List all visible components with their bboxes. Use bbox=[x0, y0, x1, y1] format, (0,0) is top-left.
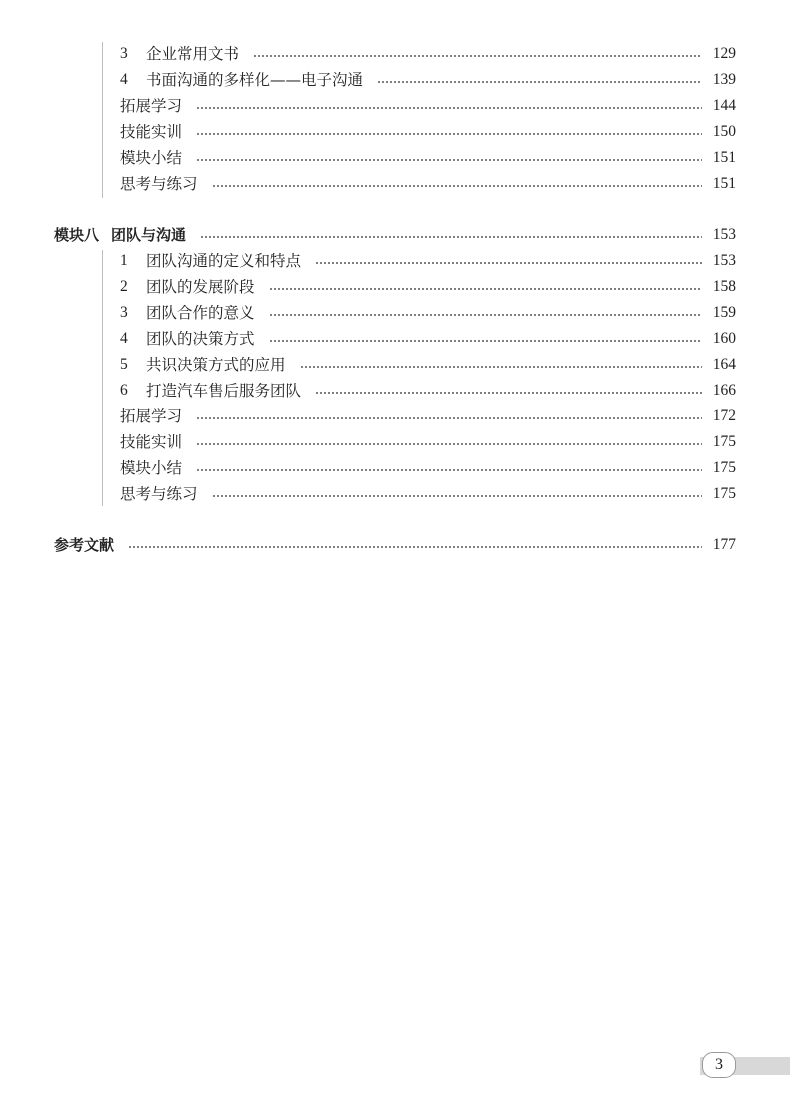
entry-number: 3 bbox=[120, 45, 128, 62]
toc-entry[interactable] bbox=[120, 455, 736, 481]
entry-page: 160 bbox=[712, 330, 736, 347]
entry-title: 企业常用文书 bbox=[146, 45, 240, 63]
toc-entry[interactable] bbox=[120, 171, 736, 197]
dot-leader bbox=[212, 495, 702, 497]
toc-entry[interactable] bbox=[120, 41, 736, 67]
entry-page: 175 bbox=[712, 433, 736, 450]
toc-entry[interactable] bbox=[120, 119, 736, 145]
dot-leader bbox=[196, 159, 702, 161]
entry-page: 172 bbox=[712, 407, 736, 424]
section-rule bbox=[102, 250, 103, 506]
dot-leader bbox=[196, 469, 702, 471]
dot-leader bbox=[269, 288, 702, 290]
entry-page: 153 bbox=[712, 252, 736, 269]
entry-page: 164 bbox=[712, 356, 736, 373]
entry-number: 5 bbox=[120, 356, 128, 373]
entry-page: 144 bbox=[712, 97, 736, 114]
toc-entry[interactable] bbox=[120, 93, 736, 119]
toc-entry[interactable] bbox=[120, 429, 736, 455]
entry-title: 团队的决策方式 bbox=[146, 330, 255, 348]
entry-title: 模块小结 bbox=[120, 459, 183, 477]
entry-title: 拓展学习 bbox=[120, 407, 183, 425]
entry-number: 4 bbox=[120, 330, 128, 347]
dot-leader bbox=[196, 133, 702, 135]
section-rule bbox=[102, 42, 103, 198]
references-title: 参考文献 bbox=[54, 536, 115, 554]
dot-leader bbox=[315, 262, 702, 264]
toc-entry[interactable] bbox=[120, 67, 736, 93]
page-number-badge: 3 bbox=[702, 1052, 736, 1078]
entry-title: 打造汽车售后服务团队 bbox=[146, 382, 302, 400]
dot-leader bbox=[315, 392, 702, 394]
entry-number: 1 bbox=[120, 252, 128, 269]
entry-title: 团队合作的意义 bbox=[146, 304, 255, 322]
entry-page: 151 bbox=[712, 149, 736, 166]
entry-page: 158 bbox=[712, 278, 736, 295]
dot-leader bbox=[300, 366, 702, 368]
entry-page: 177 bbox=[712, 536, 736, 553]
dot-leader bbox=[196, 107, 702, 109]
toc-module-heading[interactable] bbox=[54, 222, 736, 248]
dot-leader bbox=[269, 340, 702, 342]
entry-page: 153 bbox=[712, 226, 736, 243]
entry-number: 2 bbox=[120, 278, 128, 295]
toc-entry[interactable] bbox=[120, 352, 736, 378]
toc-entry[interactable] bbox=[120, 300, 736, 326]
entry-page: 166 bbox=[712, 382, 736, 399]
entry-title: 技能实训 bbox=[120, 433, 183, 451]
entry-page: 159 bbox=[712, 304, 736, 321]
module-name: 团队与沟通 bbox=[111, 226, 187, 244]
toc-references[interactable] bbox=[54, 532, 736, 558]
entry-page: 175 bbox=[712, 485, 736, 502]
toc-entry[interactable] bbox=[120, 274, 736, 300]
toc-entry[interactable] bbox=[120, 403, 736, 429]
toc-entry[interactable] bbox=[120, 248, 736, 274]
entry-page: 175 bbox=[712, 459, 736, 476]
toc-entry[interactable] bbox=[120, 326, 736, 352]
entry-page: 139 bbox=[712, 71, 736, 88]
entry-page: 129 bbox=[712, 45, 736, 62]
dot-leader bbox=[128, 546, 702, 548]
entry-title: 思考与练习 bbox=[120, 485, 198, 503]
dot-leader bbox=[269, 314, 702, 316]
entry-number: 3 bbox=[120, 304, 128, 321]
dot-leader bbox=[200, 236, 702, 238]
module-title bbox=[54, 222, 194, 248]
entry-page: 151 bbox=[712, 175, 736, 192]
entry-title: 共识决策方式的应用 bbox=[146, 356, 286, 374]
entry-title: 技能实训 bbox=[120, 123, 183, 141]
module-label: 模块八 bbox=[54, 226, 100, 244]
entry-title: 团队的发展阶段 bbox=[146, 278, 255, 296]
toc-entry[interactable] bbox=[120, 145, 736, 171]
entry-title: 思考与练习 bbox=[120, 175, 198, 193]
entry-number: 6 bbox=[120, 382, 128, 399]
entry-title: 模块小结 bbox=[120, 149, 183, 167]
dot-leader bbox=[196, 417, 702, 419]
entry-page: 150 bbox=[712, 123, 736, 140]
entry-title: 拓展学习 bbox=[120, 97, 183, 115]
dot-leader bbox=[253, 55, 702, 57]
dot-leader bbox=[377, 81, 702, 83]
toc-entry[interactable] bbox=[120, 378, 736, 404]
entry-title: 书面沟通的多样化——电子沟通 bbox=[146, 71, 364, 89]
entry-title: 团队沟通的定义和特点 bbox=[146, 252, 302, 270]
toc-entry[interactable] bbox=[120, 481, 736, 507]
dot-leader bbox=[196, 443, 702, 445]
entry-number: 4 bbox=[120, 71, 128, 88]
dot-leader bbox=[212, 185, 702, 187]
